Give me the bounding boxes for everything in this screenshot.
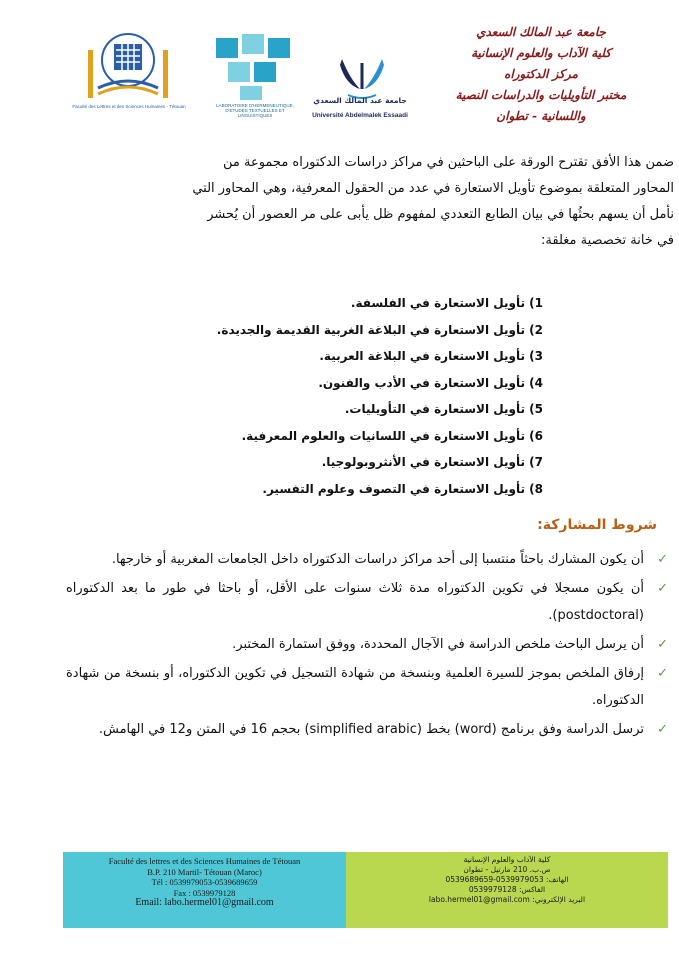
intro-line: نأمل أن يسهم بحثُها في بيان الطابع التعددي لمفهوم ظل يأبى على مر العصور أن يُحشر	[207, 207, 674, 222]
header-line: جامعة عبد المالك السعدي	[476, 25, 606, 39]
footer-line: B.P. 210 Martil- Tétouan (Maroc)	[147, 866, 262, 877]
axis-item: 8) تأويل الاستعارة في التصوف وعلوم التفسير.	[262, 481, 543, 496]
checkmark-icon: ✓	[657, 581, 668, 596]
checkmark-icon: ✓	[657, 637, 668, 652]
footer-line: الفاكس: 0539979128	[468, 885, 546, 894]
letterhead	[0, 0, 679, 130]
faculty-logo-caption: Faculté des Lettres et des Sciences Humaines - Tétouan	[72, 104, 186, 109]
footer-contact-fr	[63, 852, 346, 928]
header-line: مركز الدكتوراه	[504, 67, 578, 81]
axes-list	[3, 290, 583, 502]
footer-contact-ar	[346, 852, 668, 928]
footer-line: كلية الآداب والعلوم الإنسانية	[463, 855, 551, 864]
footer-line: Tél : 0539979053-0539689659	[151, 877, 258, 888]
axis-item: 5) تأويل الاستعارة في التأويليات.	[344, 402, 543, 416]
axis-item: 4) تأويل الاستعارة في الأدب والفنون.	[318, 375, 543, 390]
condition-item	[66, 575, 674, 629]
footer-line: الهاتف: 0539979053-0539689659	[445, 875, 569, 884]
checkmark-icon: ✓	[657, 552, 668, 567]
footer-email[interactable]: البريد الإلكتروني: labo.hermel01@gmail.com	[428, 895, 586, 904]
condition-text: إرفاق الملخص بموجز للسيرة العلمية وبنسخة من شهادة التسجيل في تكوين الدكتوراه، أو بنسخة من شهادة الدكتوراه.	[66, 666, 644, 708]
header-line: مختبر التأويليات والدراسات النصية	[455, 88, 627, 102]
lab-logo	[210, 30, 298, 110]
condition-text: أن يرسل الباحث ملخص الدراسة في الآجال المحددة، ووفق استمارة المختبر.	[232, 637, 644, 652]
condition-item	[66, 546, 674, 573]
axis-item: 2) تأويل الاستعارة في البلاغة الغربية القديمة والجديدة.	[216, 322, 543, 337]
lab-logo-caption: LABORATOIRE D'HERMENEUTIQUE, D'ETUDES TEXTUELLES ET LINGUISTIQUES	[216, 103, 294, 119]
footer-line: Faculté des lettres et des Sciences Humaines de Tétouan	[108, 856, 301, 866]
conditions-list	[66, 546, 674, 745]
header-line: واللسانية - تطوان	[496, 109, 586, 123]
axis-item: 7) تأويل الاستعارة في الأنثروبولوجيا.	[321, 455, 543, 469]
condition-text: أن يكون المشارك باحثاً منتسبا إلى أحد مراكز دراسات الدكتوراه داخل الجامعات المغربية أو خارجها.	[111, 552, 644, 567]
footer-line: Fax : 0539979128	[173, 887, 236, 898]
conditions-title: شروط المشاركة:	[537, 517, 657, 533]
university-name-fr: Université Abdelmalek Essaadi	[312, 112, 408, 119]
footer-line: ص.ب. 210 مارتيل - تطوان	[463, 865, 551, 874]
university-name-ar: جامعة عبد المالك السعدي	[313, 96, 407, 105]
axis-item: 3) تأويل الاستعارة في البلاغة العربية.	[319, 349, 543, 363]
condition-text: ترسل الدراسة وفق برنامج (word) بخط (simplified arabic) بحجم 16 في المتن و12 في الهامش.	[98, 722, 644, 737]
footer-email[interactable]: Email: labo.hermel01@gmail.com	[135, 897, 274, 909]
checkmark-icon: ✓	[657, 722, 668, 737]
footer	[63, 852, 668, 928]
institution-header	[421, 22, 661, 127]
axis-item: 6) تأويل الاستعارة في اللسانيات والعلوم المعرفية.	[241, 428, 543, 443]
condition-item	[66, 716, 674, 743]
intro-line: ضمن هذا الأفق تقترح الورقة على الباحثين في مراكز دراسات الدكتوراه مجموعة من	[222, 155, 674, 170]
intro-paragraph	[66, 150, 674, 254]
header-line: كلية الآداب والعلوم الإنسانية	[471, 46, 611, 60]
intro-line: المحاور المتعلقة بموضوع تأويل الاستعارة في عدد من الحقول المعرفية، وهي المحاور التي	[192, 181, 674, 196]
checkmark-icon: ✓	[657, 666, 668, 681]
condition-text: أن يكون مسجلا في تكوين الدكتوراه مدة ثلاث سنوات على الأقل، أو باحثا في طور ما بعد الدكتوراه (postdoctoral).	[66, 581, 644, 623]
condition-item	[66, 660, 674, 714]
axis-item: 1) تأويل الاستعارة في الفلسفة.	[350, 296, 543, 310]
intro-line: في خانة تخصصية مغلقة:	[541, 233, 674, 248]
condition-item	[66, 631, 674, 658]
